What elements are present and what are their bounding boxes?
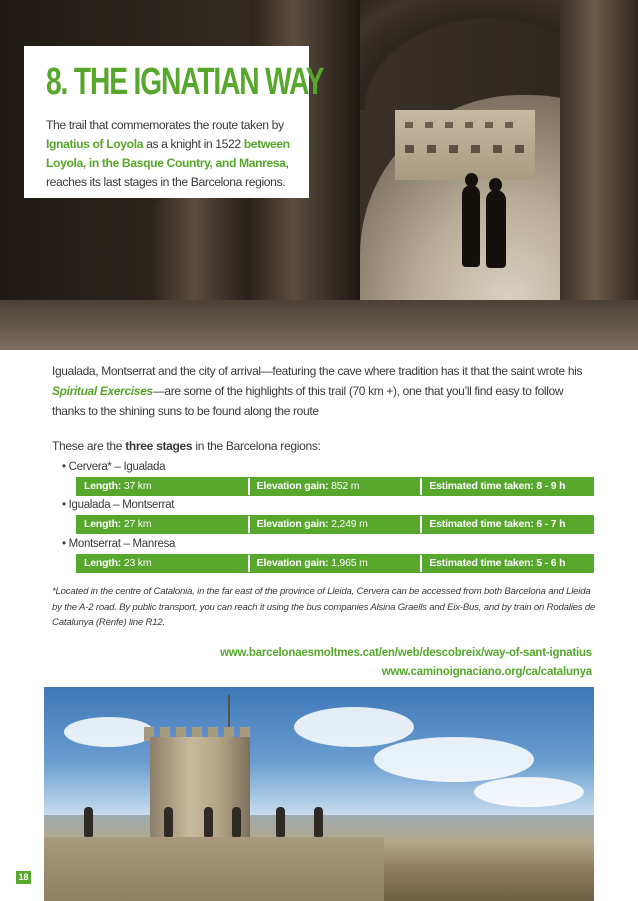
time-value: 5 - 6 h [536,557,566,569]
intro-highlight-name: Ignatius of Loyola [46,137,144,151]
stages-intro [52,439,321,453]
link-barcelona-tourism[interactable]: www.barcelonaesmoltmes.cat/en/web/descobreix/way-of-sant-ignatius [220,647,592,659]
walker-silhouette [486,190,506,268]
visitor-figure [314,807,323,837]
intro-highlight-route: between Loyola, in the Basque Country, and Manresa [46,137,290,170]
body-paragraph [52,361,597,421]
elevation-label: Elevation gain: [256,557,329,569]
length-label: Length: [84,557,122,569]
length-value: 37 km [123,480,152,492]
length-value: 27 km [123,518,152,530]
footnote: *Located in the centre of Catalonia, in the far east of the province of Lleida, Cervera can be accessed from both Barcelona and Lleida by the A-2 road. By public transport, you can reach it using the bus companies Alsina Graells and Eix-Bus, and by train on Rodalies de Catalunya (Renfe) line R12. [52,586,596,628]
stage-time-cell [422,478,593,495]
visitor-figure [204,807,213,837]
elevation-value: 1,965 m [331,557,368,569]
stage-length-cell [77,555,250,572]
background-building [395,110,535,180]
title-panel [24,46,324,198]
tower-landscape-photo [44,687,594,901]
body-text-part: —are some of the highlights of this trail (70 km +), one that you’ll find easy to follow thanks to the shining suns to be found along the route [52,384,564,418]
elevation-label: Elevation gain: [256,480,329,492]
stages-intro-bold: three stages [125,439,193,453]
cloud [64,717,154,747]
time-value: 8 - 9 h [536,480,566,492]
body-text-part: Igualada, Montserrat and the city of arrival—featuring the cave where tradition has it that the saint wrote his [52,364,583,378]
stage-info-row [76,477,594,496]
stage-info-row [76,554,594,573]
link-camino-ignaciano[interactable]: www.caminoignaciano.org/ca/catalunya [381,666,592,678]
stage-time-cell [422,516,593,533]
cloud [474,777,584,807]
stage-elevation-cell [250,516,423,533]
time-label: Estimated time taken: [429,557,534,569]
intro-text-part: as a knight in 1522 [143,137,244,151]
length-label: Length: [84,518,122,530]
stage-time-cell [422,555,593,572]
stone-floor [0,300,638,350]
stone-pillar-right [560,0,638,350]
intro-text-part: , reaches its last stages in the Barcelona regions. [46,156,289,189]
elevation-value: 852 m [331,480,360,492]
stage-length-cell [77,478,250,495]
length-label: Length: [84,480,122,492]
intro-text-part: The trail that commemorates the route taken by [46,118,284,132]
time-label: Estimated time taken: [429,480,534,492]
stage-elevation-cell [250,478,423,495]
visitor-figure [232,807,241,837]
cloud [374,737,534,782]
cloud [294,707,414,747]
time-value: 6 - 7 h [536,518,566,530]
page-number: 18 [16,871,31,884]
stage-length-cell [77,516,250,533]
walker-silhouette [462,185,480,267]
time-label: Estimated time taken: [429,518,534,530]
elevation-value: 2,249 m [331,518,368,530]
stages-intro-part: in the Barcelona regions: [192,439,321,453]
intro-text [46,116,296,192]
stage-label: • Igualada – Montserrat [62,499,175,511]
stage-label: • Cervera* – Igualada [62,461,166,473]
elevation-label: Elevation gain: [256,518,329,530]
stage-info-row [76,515,594,534]
page-title: 8. THE IGNATIAN WAY [46,61,324,103]
visitor-figure [84,807,93,837]
tower-pole [228,695,230,729]
length-value: 23 km [123,557,152,569]
castle-wall [44,837,384,901]
body-highlight: Spiritual Exercises [52,384,153,398]
stage-label: • Montserrat – Manresa [62,538,176,550]
visitor-figure [276,807,285,837]
visitor-figure [164,807,173,837]
stages-intro-part: These are the [52,439,126,453]
stage-elevation-cell [250,555,423,572]
